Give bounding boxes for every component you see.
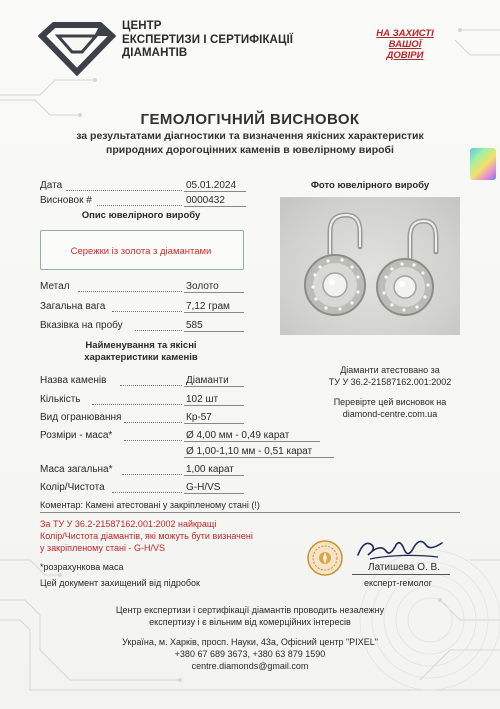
comment: Коментар: Камені атестовані у закріпленому стані (!)	[40, 500, 260, 510]
earrings-photo	[280, 197, 460, 335]
expert-role: експерт-гемолог	[364, 578, 433, 588]
verify-note: Перевірте цей висновок на diamond-centre.com.ua	[333, 397, 447, 419]
metal-value: Золото	[186, 281, 219, 292]
color-clarity-value: G-H/VS	[186, 482, 221, 493]
size-value-1: Ø 4,00 мм - 0,49 карат	[186, 430, 290, 441]
total-mass-label: Маса загальна*	[40, 464, 113, 475]
hologram-sticker	[470, 148, 496, 180]
footer-statement: Центр експертизи і сертифікації діамантів проводить незалежну експертизу і є вільним від комерційних інтересів	[115, 605, 385, 627]
standard-note: За ТУ У 36.2-21587162.001:2002 найкращі Колір/Чистота діамантів, які можуть бути визначені у закріпленому стані - G-H/VS	[40, 519, 253, 553]
size-value-2: Ø 1,00-1,10 мм - 0,51 карат	[186, 446, 313, 457]
slogan: НА ЗАХИСТІ ВАШОЇ ДОВІРИ	[376, 28, 434, 61]
seal-icon	[306, 539, 344, 577]
total-mass-value: 1,00 карат	[186, 464, 234, 475]
weight-label: Загальна вага	[40, 301, 106, 312]
document-title: ГЕМОЛОГІЧНИЙ ВИСНОВОК	[140, 111, 360, 128]
date-value: 05.01.2024	[186, 180, 237, 191]
earrings-image	[280, 197, 460, 335]
probe-label: Вказівка на пробу	[40, 320, 123, 331]
size-label: Розміри - маса*	[40, 430, 113, 441]
weight-value: 7,12 грам	[186, 301, 230, 312]
cut-label: Вид огранювання	[40, 412, 122, 423]
diamond-logo-icon	[38, 22, 116, 76]
count-value: 102 шт	[186, 394, 219, 405]
protection-note: Цей документ захищений від підробок	[40, 578, 200, 588]
expert-name: Латишева О. В.	[368, 562, 440, 573]
cut-value: Кр-57	[186, 412, 212, 423]
signature-icon	[350, 533, 450, 565]
color-clarity-label: Колір/Чистота	[40, 482, 105, 493]
stone-name-value: Діаманти	[186, 375, 229, 386]
document-subtitle: за результатами діагностики та визначення якісних характеристик природних дорогоцінних каменів в ювелірному виробі	[76, 130, 424, 156]
number-label: Висновок #	[40, 195, 92, 206]
metal-label: Метал	[40, 281, 70, 292]
photo-label: Фото ювелірного виробу	[310, 180, 430, 191]
stones-section-title: Найменування та якісні характеристики каменів	[84, 340, 198, 363]
certified-standard: Діаманти атестовано за ТУ У 36.2-21587162.001:2002	[328, 365, 452, 387]
number-value: 0000432	[186, 195, 225, 206]
org-name: ЦЕНТР ЕКСПЕРТИЗИ І СЕРТИФІКАЦІЇ ДІАМАНТІВ	[122, 20, 294, 59]
probe-value: 585	[186, 320, 203, 331]
date-label: Дата	[40, 180, 63, 191]
footer-contacts: Україна, м. Харків, просп. Науки, 43а, Офісний центр "PIXEL" +380 67 689 3673, +380 63 879 1590 centre.diamonds@gmail.com	[122, 637, 378, 671]
stone-name-label: Назва каменів	[40, 375, 107, 386]
estimated-mass-note: *розрахункова маса	[40, 562, 124, 572]
count-label: Кількість	[40, 394, 81, 405]
item-section-title: Опис ювелірного виробу	[81, 210, 201, 221]
item-description: Сережки із золота з діамантами	[70, 246, 212, 257]
